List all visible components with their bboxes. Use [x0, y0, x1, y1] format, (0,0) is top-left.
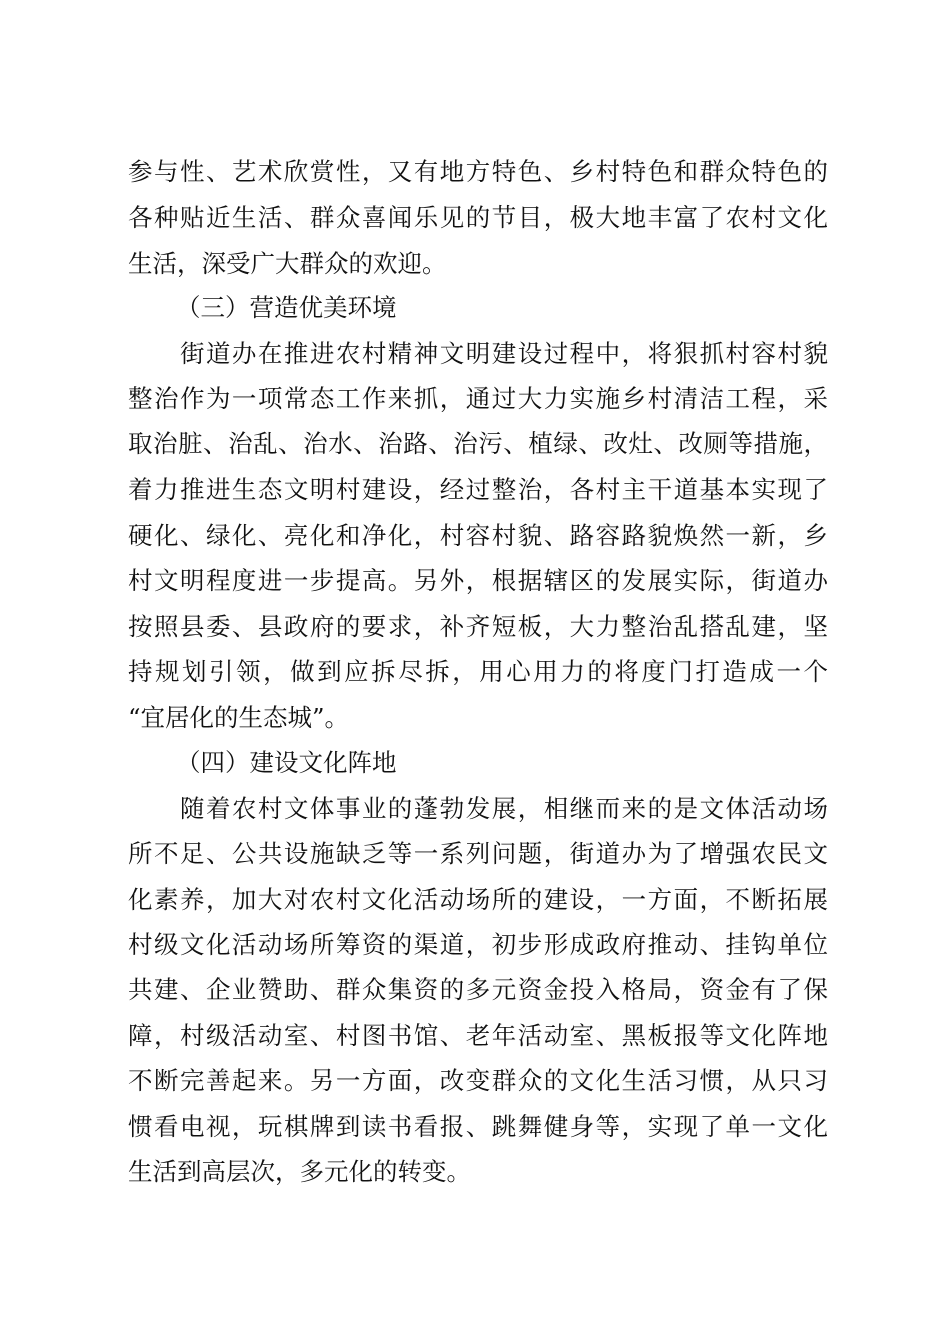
- body-text-line: 着力推进生态文明村建设，经过整治，各村主干道基本实现了: [128, 475, 828, 504]
- body-text-line: 生活到高层次，多元化的转变。: [128, 1157, 471, 1186]
- body-text-line: 持规划引领，做到应拆尽拆，用心用力的将度门打造成一个: [128, 657, 828, 686]
- body-text-line: 参与性、艺术欣赏性，又有地方特色、乡村特色和群众特色的: [128, 157, 828, 186]
- body-text-line: 各种贴近生活、群众喜闻乐见的节目，极大地丰富了农村文化: [128, 203, 828, 232]
- body-text-line: 取治脏、治乱、治水、治路、治污、植绿、改灶、改厕等措施，: [128, 429, 828, 458]
- body-text-line: 共建、企业赞助、群众集资的多元资金投入格局，资金有了保: [128, 975, 828, 1004]
- body-text-line: 障，村级活动室、村图书馆、老年活动室、黑板报等文化阵地: [128, 1021, 828, 1050]
- body-text-line: 按照县委、县政府的要求，补齐短板，大力整治乱搭乱建，坚: [128, 612, 828, 641]
- body-text-line: “宜居化的生态城”。: [128, 703, 350, 732]
- body-text-line: 化素养，加大对农村文化活动场所的建设，一方面，不断拓展: [128, 885, 828, 914]
- body-text-line: 随着农村文体事业的蓬勃发展，相继而来的是文体活动场: [128, 794, 828, 823]
- section-heading-three: （三）营造优美环境: [176, 293, 397, 322]
- body-text-line: 街道办在推进农村精神文明建设过程中，将狠抓村容村貌: [128, 339, 828, 368]
- section-heading-four: （四）建设文化阵地: [176, 748, 397, 777]
- body-text-line: 所不足、公共设施缺乏等一系列问题，街道办为了增强农民文: [128, 839, 828, 868]
- body-text-line: 生活，深受广大群众的欢迎。: [128, 249, 447, 278]
- body-text-line: 村级文化活动场所筹资的渠道，初步形成政府推动、挂钩单位: [128, 930, 828, 959]
- body-text-line: 不断完善起来。另一方面，改变群众的文化生活习惯，从只习: [128, 1066, 828, 1095]
- body-text-line: 整治作为一项常态工作来抓，通过大力实施乡村清洁工程，采: [128, 384, 828, 413]
- body-text-line: 惯看电视，玩棋牌到读书看报、跳舞健身等，实现了单一文化: [128, 1112, 828, 1141]
- body-text-line: 硬化、绿化、亮化和净化，村容村貌、路容路貌焕然一新，乡: [128, 521, 828, 550]
- body-text-line: 村文明程度进一步提高。另外，根据辖区的发展实际，街道办: [128, 566, 828, 595]
